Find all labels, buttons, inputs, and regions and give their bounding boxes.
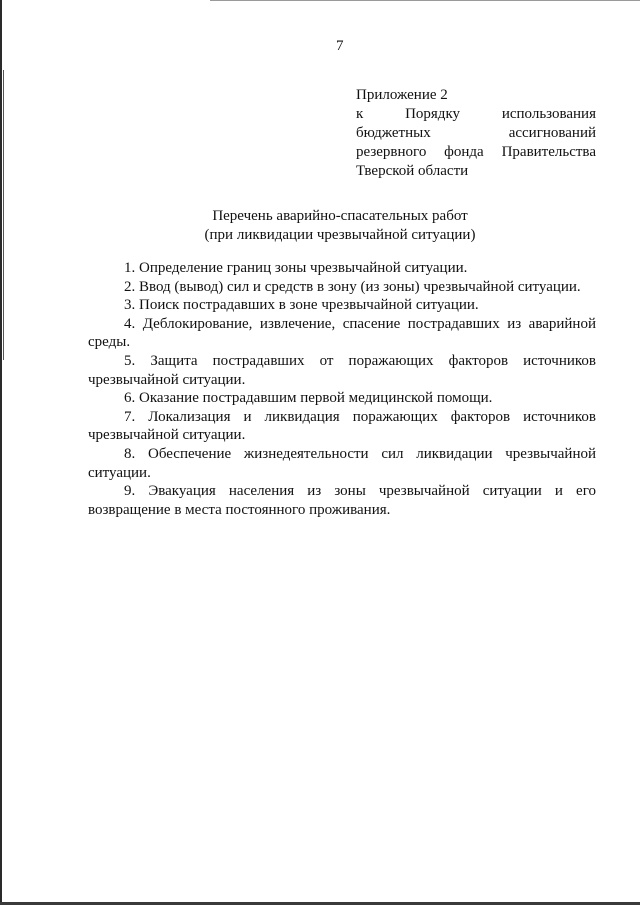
scan-edge-top (210, 0, 640, 1)
list-item: 3. Поиск пострадавших в зоне чрезвычайной ситуации. (124, 297, 479, 314)
appendix-header (356, 86, 596, 181)
list-item: 1. Определение границ зоны чрезвычайной ситуации. (124, 260, 468, 276)
appendix-word: к (356, 106, 364, 122)
scan-edge-left (0, 0, 2, 905)
list-item: 5. Защита пострадавших от поражающих факторов источников чрезвычайной ситуации. (88, 352, 596, 388)
appendix-word: использования (501, 106, 596, 122)
appendix-word: Порядку (405, 106, 461, 122)
list-item: 2. Ввод (вывод) сил и средств в зону (из зоны) чрезвычайной ситуации. (124, 278, 581, 295)
list-item: 8. Обеспечение жизнедеятельности сил ликвидации чрезвычайной ситуации. (88, 445, 596, 481)
page-number: 7 (336, 38, 344, 54)
list-item: 7. Локализация и ликвидация поражающих факторов источников чрезвычайной ситуации. (88, 408, 596, 444)
list-item: 4. Деблокирование, извлечение, спасение пострадавших из аварийной среды. (88, 315, 596, 351)
appendix-word: фонда (444, 144, 484, 160)
appendix-word: Правительства (501, 144, 596, 160)
list-item: 9. Эвакуация населения из зоны чрезвычайной ситуации и его возвращение в места постоянного проживания. (88, 483, 596, 518)
document-subtitle: (при ликвидации чрезвычайной ситуации) (204, 227, 476, 243)
appendix-word: бюджетных (356, 125, 431, 141)
appendix-line-4 (356, 143, 596, 162)
document-title: Перечень аварийно-спасательных работ (212, 208, 468, 224)
list-item: 6. Оказание пострадавшим первой медицинской помощи. (124, 390, 493, 407)
appendix-line-3 (356, 124, 596, 143)
appendix-word: резервного (356, 144, 427, 160)
scan-edge-left-inner (3, 70, 4, 360)
appendix-line-2 (356, 105, 596, 124)
appendix-line-5: Тверской области (356, 163, 469, 179)
appendix-word: ассигнований (508, 125, 596, 141)
works-list (88, 259, 596, 519)
appendix-label: Приложение 2 (356, 87, 448, 103)
